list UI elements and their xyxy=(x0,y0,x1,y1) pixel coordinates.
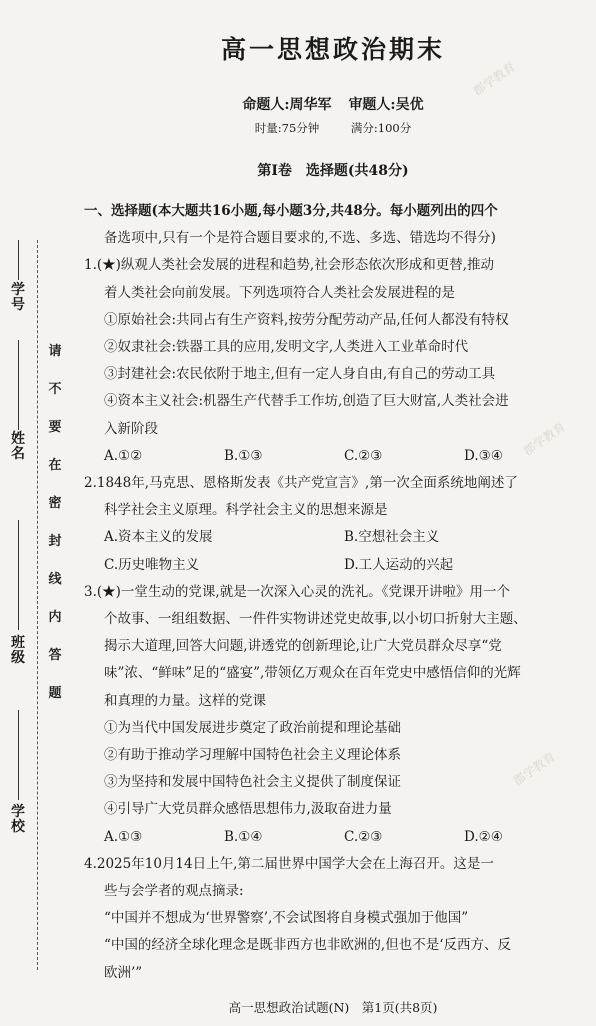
question-3-stem: 3.(★)一堂生动的党课,就是一次深入心灵的洗礼。《党课开讲啦》用一个 xyxy=(84,583,510,600)
seal-char: 在 xyxy=(48,458,62,473)
option-a: A.①② xyxy=(104,447,143,464)
binding-margin xyxy=(0,0,84,1026)
option-d: D.工人运动的兴起 xyxy=(344,556,454,573)
page-title: 高一思想政治期末 xyxy=(220,35,445,64)
section-heading: 一、选择题(本大题共16小题,每小题3分,共48分。每小题列出的四个 xyxy=(84,203,498,219)
question-1-options xyxy=(84,443,584,470)
seal-char: 线 xyxy=(48,572,62,587)
class-label: 班级 xyxy=(11,635,25,666)
seal-dashed-line xyxy=(37,240,38,970)
question-content xyxy=(84,198,584,987)
part-heading: 第Ⅰ卷 选择题(共48分) xyxy=(257,163,409,179)
question-2-options xyxy=(84,552,584,579)
question-1-statement: 入新阶段 xyxy=(104,420,158,437)
question-1-stem: 1.(★)纵观人类社会发展的进程和趋势,社会形态依次形成和更替,推动 xyxy=(84,257,494,274)
question-3-statement: ②有助于推动学习理解中国特色社会主义理论体系 xyxy=(104,747,401,764)
watermark: 郡学教育 xyxy=(510,749,558,789)
question-3-stem: 揭示大道理,回答大问题,讲透党的创新理论,让广大党员群众尽享“党 xyxy=(104,638,502,655)
option-b: B.空想社会主义 xyxy=(344,529,440,546)
option-d: D.③④ xyxy=(464,447,503,464)
option-c: C.②③ xyxy=(344,828,383,845)
seal-char: 请 xyxy=(48,344,62,359)
question-1-statement: ④资本主义社会:机器生产代替手工作坊,创造了巨大财富,人类社会进 xyxy=(104,393,509,410)
watermark: 郡学教育 xyxy=(470,59,518,99)
option-c: C.②③ xyxy=(344,447,383,464)
option-b: B.①④ xyxy=(224,828,263,845)
seal-char: 密 xyxy=(48,496,62,511)
seal-char: 内 xyxy=(48,610,62,625)
question-1-statement: ②奴隶社会:铁器工具的应用,发明文字,人类进入工业革命时代 xyxy=(104,339,469,356)
option-d: D.②④ xyxy=(464,828,503,845)
exam-page xyxy=(78,0,588,1026)
time-score-line xyxy=(78,120,588,136)
seal-char: 答 xyxy=(48,648,62,663)
student-id-line xyxy=(18,240,19,280)
school-line xyxy=(18,710,19,800)
student-id-label: 学号 xyxy=(11,282,25,313)
option-a: A.①③ xyxy=(104,828,143,845)
question-3-statement: ①为当代中国发展进步奠定了政治前提和理论基础 xyxy=(104,719,401,736)
authors-line xyxy=(78,94,588,114)
question-3-statement: ④引导广大党员群众感悟思想伟力,汲取奋进力量 xyxy=(104,801,392,818)
watermark: 郡学教育 xyxy=(520,419,568,459)
page-footer: 高一思想政治试题(N) 第1页(共8页) xyxy=(228,1000,438,1015)
question-1-statement: ③封建社会:农民依附于地主,但有一定人身自由,有自己的劳动工具 xyxy=(104,366,496,383)
question-3-options xyxy=(84,824,584,851)
question-1-statement: ①原始社会:共同占有生产资料,按劳分配劳动产品,任何人都没有特权 xyxy=(104,311,509,328)
reviewer: 审题人:吴优 xyxy=(348,97,424,113)
option-a: A.资本主义的发展 xyxy=(104,529,213,546)
question-4-quote: “中国的经济全球化理念是既非西方也非欧洲的,但也不是‘反西方、反 xyxy=(104,937,511,954)
section-heading-cont: 备选项中,只有一个是符合题目要求的,不选、多选、错选均不得分) xyxy=(104,230,496,247)
class-line xyxy=(18,520,19,630)
full-score: 满分:100分 xyxy=(350,121,412,135)
seal-char: 要 xyxy=(48,420,62,435)
school-label: 学校 xyxy=(11,804,25,835)
question-3-stem: 味”浓、“鲜味”足的“盛宴”,带领亿万观众在百年党史中感悟信仰的光辉 xyxy=(104,665,521,682)
question-4-quote: 欧洲’” xyxy=(104,964,143,981)
question-4-stem: 些与会学者的观点摘录: xyxy=(104,883,244,900)
option-c: C.历史唯物主义 xyxy=(104,556,200,573)
seal-char: 封 xyxy=(48,534,62,549)
name-label: 姓名 xyxy=(11,431,25,462)
question-2-options xyxy=(84,524,584,551)
question-1-stem: 着人类社会向前发展。下列选项符合人类社会发展进程的是 xyxy=(104,284,455,301)
question-3-stem: 个故事、一组组数据、一件件实物讲述党史故事,以小切口折射大主题、 xyxy=(104,611,527,628)
option-b: B.①③ xyxy=(224,447,263,464)
question-2-stem: 科学社会主义原理。科学社会主义的思想来源是 xyxy=(104,502,388,519)
name-line xyxy=(18,340,19,430)
setter: 命题人:周华军 xyxy=(242,97,332,113)
seal-char: 题 xyxy=(48,686,62,701)
question-3-stem: 和真理的力量。这样的党课 xyxy=(104,692,266,709)
question-4-quote: “中国并不想成为‘世界警察’,不会试图将自身模式强加于他国” xyxy=(104,910,469,927)
seal-char: 不 xyxy=(48,382,62,397)
question-2-stem: 2.1848年,马克思、恩格斯发表《共产党宣言》,第一次全面系统地阐述了 xyxy=(84,475,518,492)
question-4-stem: 4.2025年10月14日上午,第二届世界中国学大会在上海召开。这是一 xyxy=(84,855,494,872)
question-3-statement: ③为坚持和发展中国特色社会主义提供了制度保证 xyxy=(104,774,401,791)
time-limit: 时量:75分钟 xyxy=(254,121,320,135)
